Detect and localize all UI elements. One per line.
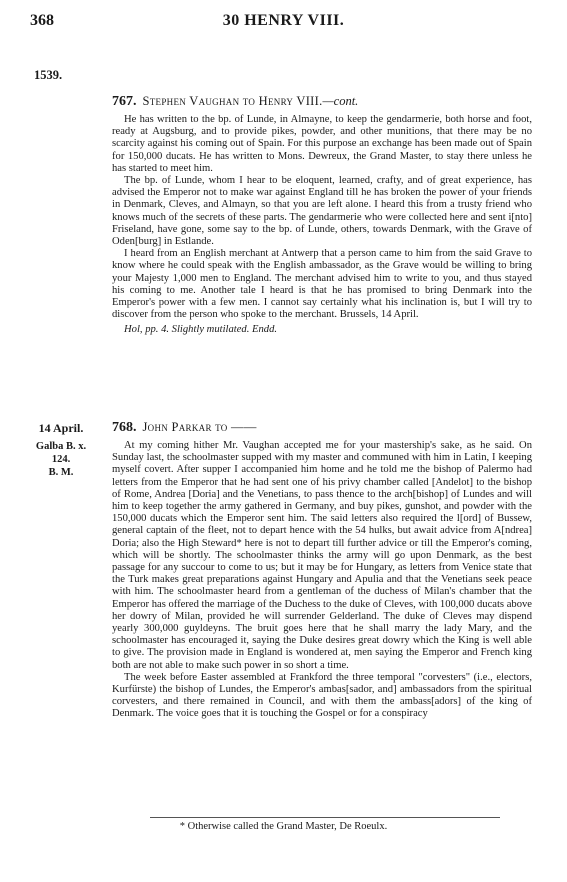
entry-768-paragraph: At my coming hither Mr. Vaughan accepted me for your mastership's sake, as he said. On Sunday last, the schoolmaster supped with my master and communed with him in Latin, I keeping myself covert. After supper I accompanied him home and he told me the bishop of Palermo had letters from the Emperor that he had sent one of his privy chamber called [Andelot] to the bishop of Rome, Andrea [Doria] and the Venetians, to pass thence to the arch[bishop] of Lundes and will him to keep together the army gathered in Germany, and buy pikes, gunshot, and powder with the 150,000 ducats which the Emperor sent him. The said letters also required the l[ord] of Bussew, general captain of the fleet, not to depart hence with the 54 hulks, but await advice from A[ndrea] Doria; also the High Steward* here is not to depart till further advice or till the Emperor's coming, which will be shortly. The schoolmaster thinks the army will go upon Denmark, as the best passage for any succour to come to us; but it may be for Hungary, as letters from Venice state that the Turk makes great preparations against Hungary and Apulia and that the Venetians seek peace with him. The schoolmaster heard from a gentleman of the duchess of Milan's chamber that the Emperor has offered the marriage of the Duchess to the duke of Cleves, with 100,000 ducats above her dowry of Milan, provided he will surrender Gelderland. The duke of Cleves may dispend yearly 300,000 guyldeyns. The bruit goes here that he shall marry the lady Mary, and the schoolmaster has encouraged it, saying the Duke desires great dowry which the King is well able to give. The provision made in England is wondered at, men saying the Emperor and French king both are not able to make such power in so short a time.	[112, 440, 532, 671]
entry-768-ref-2: 124.	[51, 454, 71, 465]
entry-768-ref-1: Galba B. x.	[35, 441, 87, 452]
entry-767-paragraph: He has written to the bp. of Lunde, in Almayne, to keep the gendarmerie, both horse and foot, ready at Augsburg, and to provide pikes, powder, and other munitions, that there may be no scarcity against his coming out of Spain. For this purpose an exchange has been made out of Spain for 150,000 ducats. He has written to Mons. Dewreux, the Grand Master, to stay there unless he has started to meet him.	[112, 114, 532, 174]
entry-767-body	[112, 114, 532, 337]
entry-768-heading	[112, 420, 257, 436]
entry-767-parties: Stephen Vaughan to Henry VIII.	[142, 94, 323, 108]
entry-767-heading	[112, 94, 358, 110]
entry-768-date: 14 April.	[38, 421, 84, 435]
footnote-rule	[150, 817, 500, 818]
year-margin: 1539.	[34, 68, 63, 82]
page-number: 368	[30, 12, 54, 29]
running-title: 30 HENRY VIII.	[222, 12, 345, 29]
entry-767-cont: —cont.	[322, 94, 359, 108]
entry-767-number: 767.	[112, 94, 137, 109]
entry-767-endnote: Hol, pp. 4. Slightly mutilated. Endd.	[124, 324, 278, 336]
entry-767-paragraph: I heard from an English merchant at Antwerp that a person came to him from the said Grave to know where he could speak with the English ambassador, as the Grave would be willing to bring your Majesty 1,000 men to England. The merchant advised him to write to you, and thus stayed his coming to me. Another tale I heard is that he has promised to bring Denmark into the Emperor's power with a few men. I cannot say certainly what his inclination is, but I will try to discover from the person who spoke to the merchant. Brussels, 14 April.	[112, 248, 532, 321]
footnote: * Otherwise called the Grand Master, De Roeulx.	[179, 821, 388, 832]
entry-768-number: 768.	[112, 420, 137, 435]
entry-768-ref-3: B. M.	[48, 467, 74, 478]
entry-767-paragraph: The bp. of Lunde, whom I hear to be eloquent, learned, crafty, and of great experience, has advised the Emperor not to make war against England till he has broken the power of your friends in Denmark, Cleves, and Almayn, so that you are left alone. I heard this from a trusty friend who knows much of the secrets of these parts. The gendarmerie who were collected here and sent i[nto] Friseland, have gone, some say to the bp. of Lunde, others, towards Denmark, with the Grave of Oden[burg] in Estlande.	[112, 175, 532, 248]
entry-768-paragraph: The week before Easter assembled at Frankford the three temporal "corvesters" (i.e., electors, Kurfürste) the bishop of Lundes, the Emperor's ambas[sador, and] ambassadors from the spiritual corvesters, and there remained in Council, and with them the ambass[adors] of the king of Denmark. The voice goes that it is touching the Gospel or for a conspiracy	[112, 671, 532, 720]
entry-768-parties: John Parkar to ——	[142, 420, 257, 434]
entry-768-body	[112, 440, 532, 721]
